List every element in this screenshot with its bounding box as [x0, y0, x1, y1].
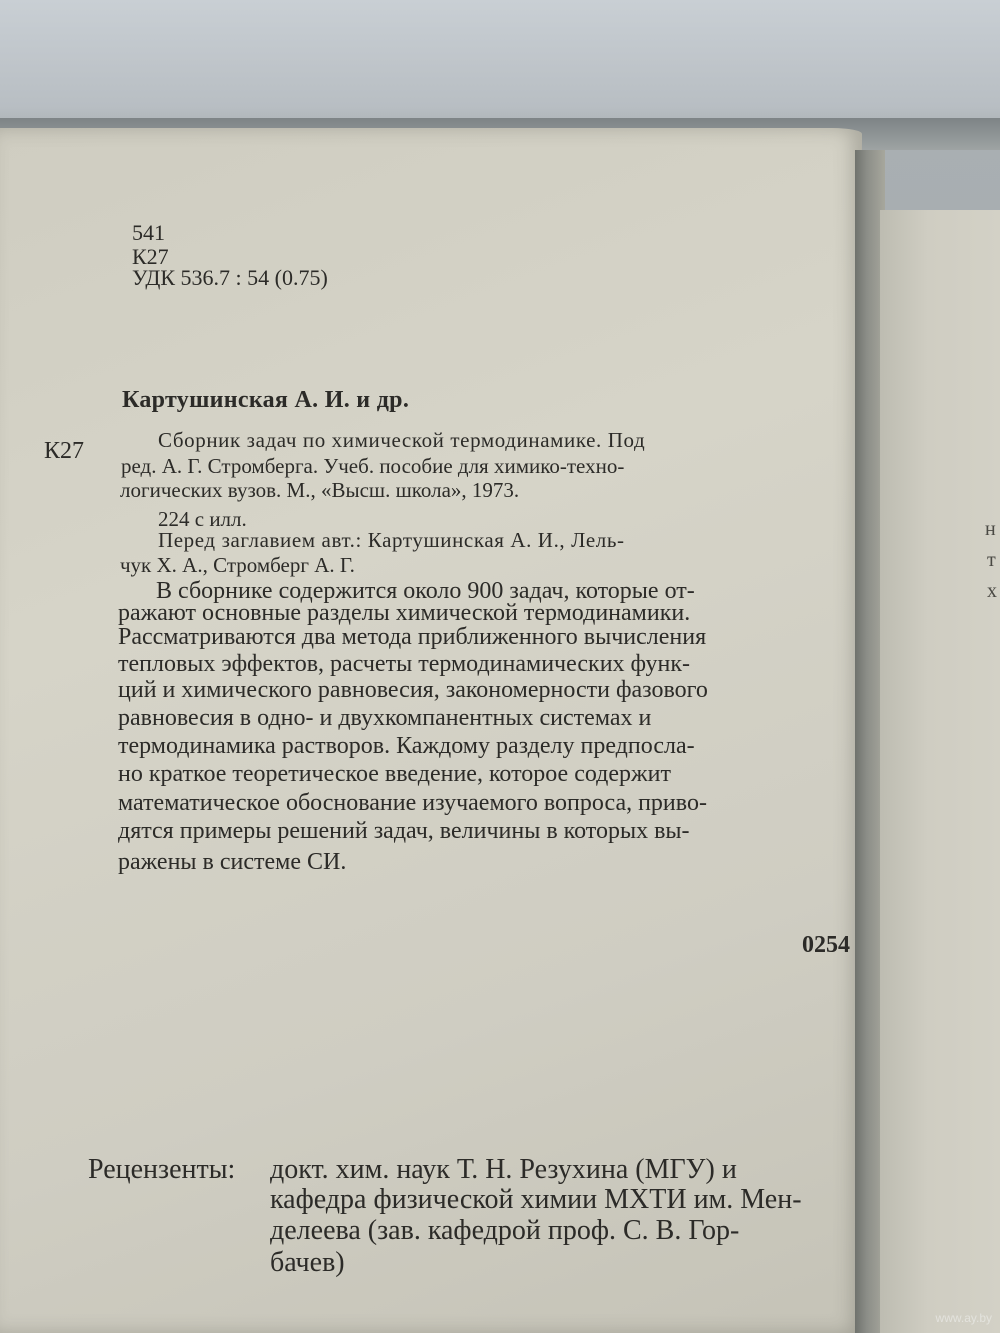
- reviewers-label: Рецензенты:: [88, 1154, 236, 1185]
- right-page-letter: н: [985, 518, 996, 540]
- abstract-line: дятся примеры решений задач, величины в которых вы-: [118, 818, 690, 844]
- abstract-line: тепловых эффектов, расчеты термодинамических функ-: [118, 651, 690, 677]
- reviewers-line: докт. хим. наук Т. Н. Резухина (МГУ) и: [270, 1154, 737, 1185]
- description-line: Сборник задач по химической термодинамике. Под: [158, 428, 646, 452]
- catalog-code-k27: К27: [132, 244, 169, 269]
- abstract-line: ций и химического равновесия, закономерности фазового: [118, 677, 708, 703]
- right-page-letter: т: [987, 549, 996, 571]
- reviewers-line: кафедра физической химии МХТИ им. Мен-: [270, 1184, 802, 1215]
- description-line: чук Х. А., Стромберг А. Г.: [120, 553, 355, 577]
- description-line: логических вузов. М., «Высш. школа», 1973.: [120, 478, 520, 502]
- order-number: 0254: [802, 932, 850, 958]
- author-heading: Картушинская А. И. и др.: [122, 387, 410, 413]
- margin-code: К27: [44, 438, 85, 464]
- reviewers-line: бачев): [270, 1247, 345, 1278]
- right-page-letter: х: [987, 580, 997, 602]
- watermark: www.ay.by: [935, 1311, 992, 1325]
- right-page: [880, 210, 1000, 1333]
- abstract-line: ражены в системе СИ.: [118, 849, 347, 875]
- catalog-code-541: 541: [132, 220, 165, 245]
- description-line: ред. А. Г. Стромберга. Учеб. пособие для химико-техно-: [121, 454, 625, 478]
- udk-code: УДК 536.7 : 54 (0.75): [132, 265, 328, 290]
- abstract-line: но краткое теоретическое введение, которое содержит: [118, 761, 671, 787]
- abstract-line: математическое обоснование изучаемого вопроса, приво-: [118, 790, 707, 816]
- abstract-line: Рассматриваются два метода приближенного вычисления: [118, 624, 707, 650]
- abstract-line: В сборнике содержится около 900 задач, которые от-: [156, 578, 695, 604]
- abstract-line: термодинамика растворов. Каждому разделу предпосла-: [118, 733, 695, 759]
- description-line: 224 с илл.: [158, 507, 247, 531]
- abstract-line: ражают основные разделы химической термодинамики.: [118, 600, 691, 626]
- description-line: Перед заглавием авт.: Картушинская А. И., Лель-: [158, 528, 625, 552]
- abstract-line: равновесия в одно- и двухкомпанентных системах и: [118, 705, 652, 731]
- reviewers-line: делеева (зав. кафедрой проф. С. В. Гор-: [270, 1215, 740, 1246]
